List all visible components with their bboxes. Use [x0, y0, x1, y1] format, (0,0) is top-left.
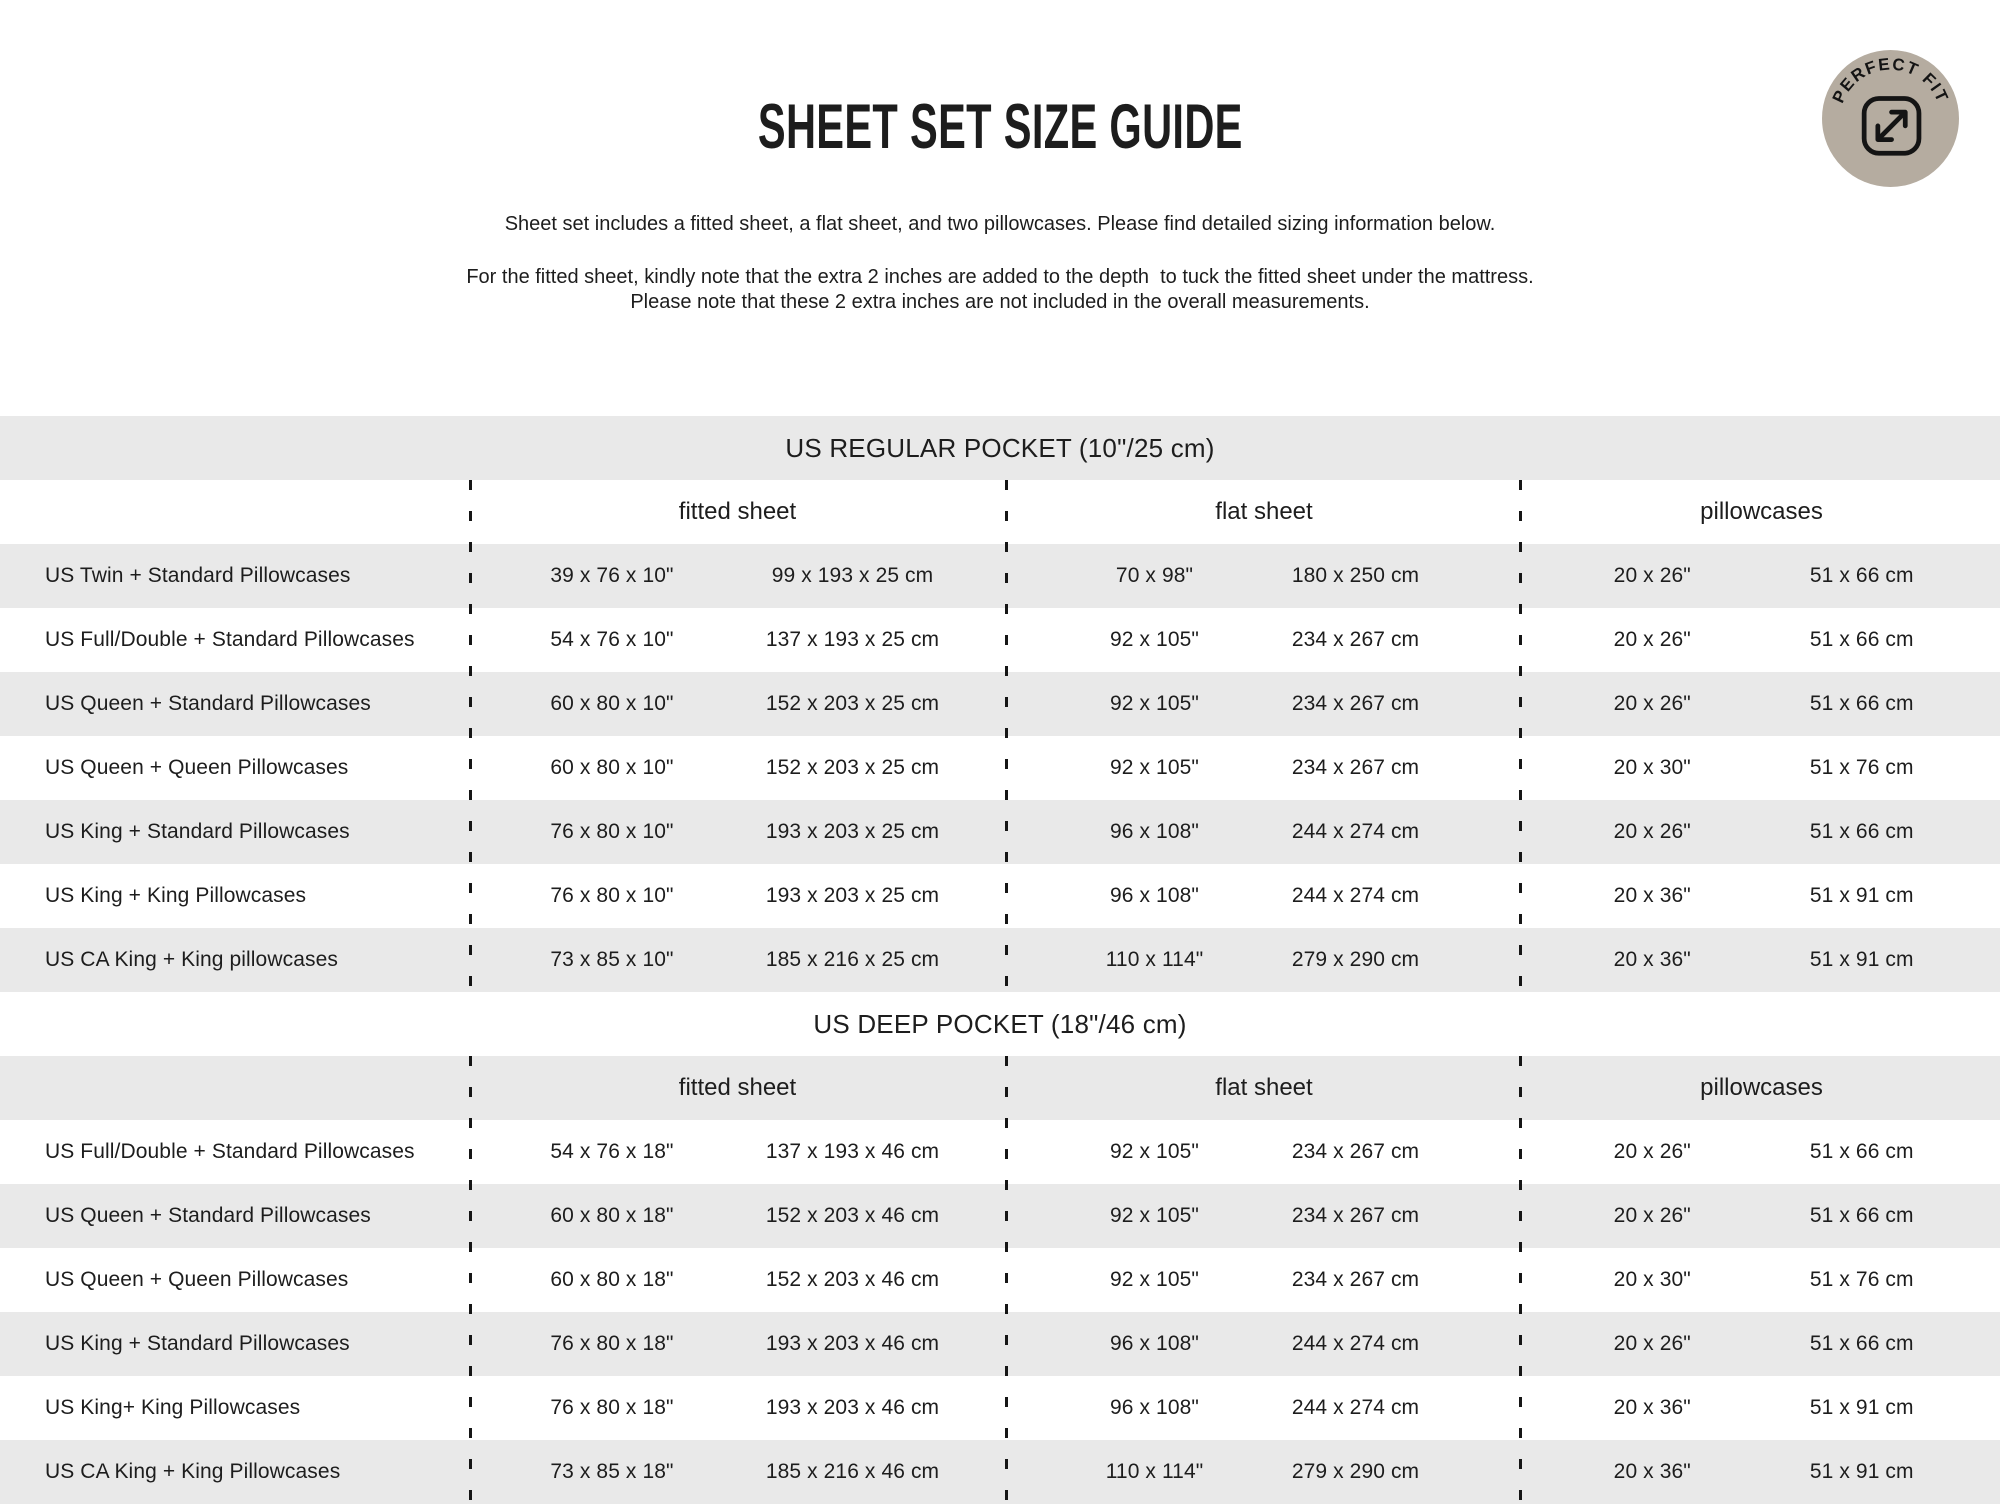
column-header-row	[0, 1056, 2000, 1120]
row-label: US CA King + King Pillowcases	[45, 1460, 341, 1483]
row-label: US King+ King Pillowcases	[45, 1396, 301, 1419]
perfect-fit-badge-graphic	[1822, 50, 1959, 187]
table-row	[0, 544, 2000, 608]
fitted-sheet-cm: 137 x 193 x 25 cm	[765, 628, 940, 651]
flat-sheet-inches: 92 x 105"	[1110, 1140, 1199, 1163]
fitted-sheet-header: fitted sheet	[678, 498, 797, 525]
pillowcase-inches: 20 x 36"	[1613, 884, 1691, 907]
table-row	[0, 928, 2000, 992]
fitted-sheet-inches: 76 x 80 x 10"	[550, 820, 674, 843]
fitted-sheet-cm: 185 x 216 x 25 cm	[765, 948, 940, 971]
row-label: US King + Standard Pillowcases	[45, 820, 350, 843]
perfect-fit-badge	[1822, 50, 1959, 187]
pillowcase-cm: 51 x 76 cm	[1809, 1268, 1914, 1291]
page-title-text: SHEET SET SIZE GUIDE	[757, 92, 1243, 162]
intro-text: Sheet set includes a fitted sheet, a flat sheet, and two pillowcases. Please find detailed sizing information below.	[504, 213, 1496, 235]
flat-sheet-inches: 92 x 105"	[1110, 1204, 1199, 1227]
row-label: US Queen + Queen Pillowcases	[45, 1268, 349, 1291]
deep-pocket-table-body	[0, 1056, 2000, 1504]
flat-sheet-cm: 234 x 267 cm	[1291, 628, 1420, 651]
pillowcase-inches: 20 x 26"	[1613, 1204, 1691, 1227]
pillowcase-cm: 51 x 66 cm	[1809, 1204, 1914, 1227]
pillowcase-inches: 20 x 36"	[1613, 1460, 1691, 1483]
regular-pocket-table	[0, 416, 2000, 992]
column-separator	[1005, 1056, 1008, 1504]
pillowcase-inches: 20 x 26"	[1613, 628, 1691, 651]
flat-sheet-cm: 234 x 267 cm	[1291, 756, 1420, 779]
flat-sheet-header: flat sheet	[1215, 498, 1313, 525]
flat-sheet-inches: 92 x 105"	[1110, 756, 1199, 779]
row-label: US Full/Double + Standard Pillowcases	[45, 628, 415, 651]
flat-sheet-cm: 234 x 267 cm	[1291, 1204, 1420, 1227]
regular-pocket-rows	[0, 544, 2000, 992]
table-row	[0, 672, 2000, 736]
pillowcase-cm: 51 x 66 cm	[1809, 564, 1914, 587]
deep-pocket-table	[0, 992, 2000, 1504]
fitted-sheet-note-line2: Please note that these 2 extra inches are not included in the overall measurements.	[630, 291, 1370, 313]
page-header	[0, 0, 2000, 416]
flat-sheet-inches: 96 x 108"	[1110, 820, 1199, 843]
pillowcase-cm: 51 x 66 cm	[1809, 1140, 1914, 1163]
pillowcase-cm: 51 x 91 cm	[1809, 1396, 1914, 1419]
flat-sheet-inches: 96 x 108"	[1110, 1332, 1199, 1355]
row-label: US CA King + King pillowcases	[45, 948, 338, 971]
row-label: US Queen + Standard Pillowcases	[45, 1204, 371, 1227]
table-row	[0, 800, 2000, 864]
column-header-row	[0, 480, 2000, 544]
pillowcase-cm: 51 x 66 cm	[1809, 692, 1914, 715]
flat-sheet-inches: 92 x 105"	[1110, 628, 1199, 651]
pillowcase-inches: 20 x 30"	[1613, 1268, 1691, 1291]
pillowcase-inches: 20 x 36"	[1613, 1396, 1691, 1419]
deep-pocket-rows	[0, 1120, 2000, 1504]
fitted-sheet-inches: 73 x 85 x 10"	[550, 948, 674, 971]
pillowcases-header: pillowcases	[1700, 1074, 1823, 1101]
fitted-sheet-cm: 193 x 203 x 46 cm	[765, 1332, 940, 1355]
flat-sheet-cm: 244 x 274 cm	[1291, 820, 1420, 843]
fitted-sheet-inches: 54 x 76 x 18"	[550, 1140, 674, 1163]
row-label: US Queen + Queen Pillowcases	[45, 756, 349, 779]
fitted-sheet-cm: 193 x 203 x 25 cm	[765, 820, 940, 843]
table-row	[0, 1120, 2000, 1184]
flat-sheet-cm: 180 x 250 cm	[1291, 564, 1420, 587]
flat-sheet-cm: 234 x 267 cm	[1291, 692, 1420, 715]
fitted-sheet-inches: 60 x 80 x 10"	[550, 692, 674, 715]
row-label: US King + King Pillowcases	[45, 884, 307, 907]
flat-sheet-inches: 92 x 105"	[1110, 692, 1199, 715]
pillowcase-cm: 51 x 91 cm	[1809, 1460, 1914, 1483]
column-separator	[1519, 1056, 1522, 1504]
flat-sheet-cm: 244 x 274 cm	[1291, 1396, 1420, 1419]
flat-sheet-inches: 110 x 114"	[1105, 948, 1204, 971]
row-label: US King + Standard Pillowcases	[45, 1332, 350, 1355]
fitted-sheet-inches: 60 x 80 x 18"	[550, 1268, 674, 1291]
fitted-sheet-note-line1: For the fitted sheet, kindly note that the extra 2 inches are added to the depth to tuck the fitted sheet under the mattress.	[466, 266, 1534, 288]
table-row	[0, 1440, 2000, 1504]
pillowcase-inches: 20 x 26"	[1613, 1140, 1691, 1163]
flat-sheet-cm: 279 x 290 cm	[1291, 1460, 1420, 1483]
table-row	[0, 608, 2000, 672]
fitted-sheet-inches: 73 x 85 x 18"	[550, 1460, 674, 1483]
flat-sheet-cm: 244 x 274 cm	[1291, 884, 1420, 907]
table-row	[0, 1184, 2000, 1248]
table-title-text: US DEEP POCKET (18"/46 cm)	[813, 1008, 1187, 1039]
flat-sheet-cm: 279 x 290 cm	[1291, 948, 1420, 971]
regular-pocket-table-body	[0, 480, 2000, 992]
regular-pocket-table-title	[0, 416, 2000, 480]
row-label: US Twin + Standard Pillowcases	[45, 564, 351, 587]
fitted-sheet-cm: 193 x 203 x 25 cm	[765, 884, 940, 907]
table-row	[0, 736, 2000, 800]
fitted-sheet-cm: 185 x 216 x 46 cm	[765, 1460, 940, 1483]
flat-sheet-cm: 234 x 267 cm	[1291, 1268, 1420, 1291]
column-separator	[469, 480, 472, 992]
page-title	[0, 92, 2000, 162]
table-row	[0, 1248, 2000, 1312]
pillowcase-inches: 20 x 26"	[1613, 1332, 1691, 1355]
fitted-sheet-inches: 76 x 80 x 10"	[550, 884, 674, 907]
fitted-sheet-inches: 60 x 80 x 18"	[550, 1204, 674, 1227]
flat-sheet-inches: 110 x 114"	[1105, 1460, 1204, 1483]
fitted-sheet-inches: 39 x 76 x 10"	[550, 564, 674, 587]
row-label: US Queen + Standard Pillowcases	[45, 692, 371, 715]
fitted-sheet-cm: 152 x 203 x 25 cm	[765, 756, 940, 779]
pillowcase-cm: 51 x 66 cm	[1809, 820, 1914, 843]
pillowcase-cm: 51 x 76 cm	[1809, 756, 1914, 779]
pillowcase-cm: 51 x 66 cm	[1809, 628, 1914, 651]
flat-sheet-inches: 92 x 105"	[1110, 1268, 1199, 1291]
pillowcase-inches: 20 x 26"	[1613, 692, 1691, 715]
flat-sheet-cm: 244 x 274 cm	[1291, 1332, 1420, 1355]
pillowcase-inches: 20 x 26"	[1613, 820, 1691, 843]
deep-pocket-table-title	[0, 992, 2000, 1056]
pillowcase-cm: 51 x 91 cm	[1809, 884, 1914, 907]
flat-sheet-inches: 96 x 108"	[1110, 884, 1199, 907]
flat-sheet-header: flat sheet	[1215, 1074, 1313, 1101]
badge-label: PERFECT FIT	[1828, 54, 1953, 106]
pillowcase-cm: 51 x 66 cm	[1809, 1332, 1914, 1355]
fitted-sheet-cm: 152 x 203 x 25 cm	[765, 692, 940, 715]
fitted-sheet-cm: 152 x 203 x 46 cm	[765, 1268, 940, 1291]
table-title-text: US REGULAR POCKET (10"/25 cm)	[785, 432, 1215, 463]
column-separator	[1005, 480, 1008, 992]
table-row	[0, 1376, 2000, 1440]
fitted-sheet-inches: 76 x 80 x 18"	[550, 1396, 674, 1419]
fitted-sheet-cm: 99 x 193 x 25 cm	[771, 564, 934, 587]
column-separator	[1519, 480, 1522, 992]
flat-sheet-inches: 70 x 98"	[1115, 564, 1194, 587]
pillowcase-inches: 20 x 26"	[1613, 564, 1691, 587]
table-row	[0, 1312, 2000, 1376]
flat-sheet-cm: 234 x 267 cm	[1291, 1140, 1420, 1163]
fitted-sheet-cm: 152 x 203 x 46 cm	[765, 1204, 940, 1227]
pillowcase-inches: 20 x 30"	[1613, 756, 1691, 779]
flat-sheet-inches: 96 x 108"	[1110, 1396, 1199, 1419]
pillowcases-header: pillowcases	[1700, 498, 1823, 525]
table-row	[0, 864, 2000, 928]
row-label: US Full/Double + Standard Pillowcases	[45, 1140, 415, 1163]
fitted-sheet-cm: 193 x 203 x 46 cm	[765, 1396, 940, 1419]
fitted-sheet-header: fitted sheet	[678, 1074, 797, 1101]
pillowcase-inches: 20 x 36"	[1613, 948, 1691, 971]
fitted-sheet-inches: 54 x 76 x 10"	[550, 628, 674, 651]
pillowcase-cm: 51 x 91 cm	[1809, 948, 1914, 971]
fitted-sheet-cm: 137 x 193 x 46 cm	[765, 1140, 940, 1163]
fitted-sheet-inches: 76 x 80 x 18"	[550, 1332, 674, 1355]
fitted-sheet-inches: 60 x 80 x 10"	[550, 756, 674, 779]
